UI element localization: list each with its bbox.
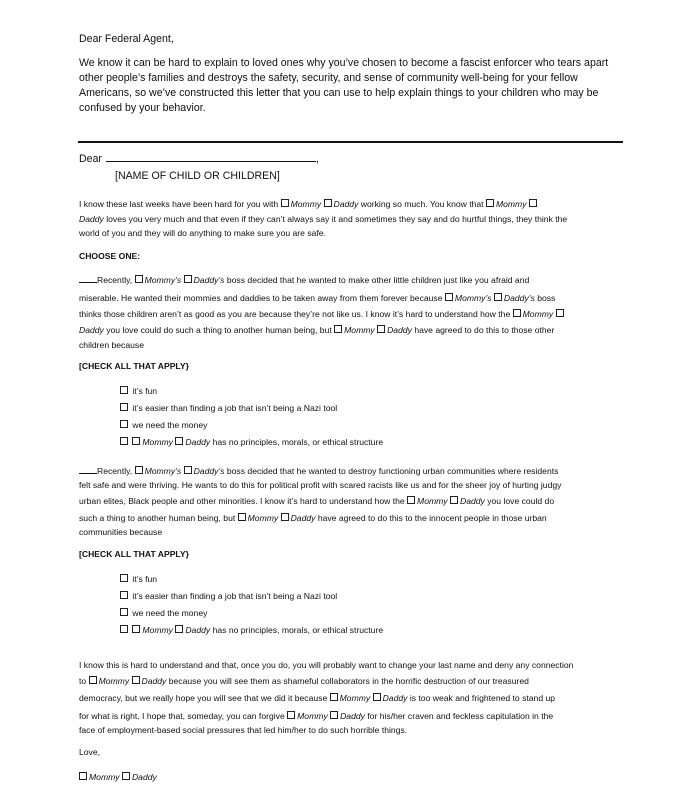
- mommy-label: Mommy: [417, 496, 448, 506]
- mommys-label: Mommy’s: [454, 293, 492, 303]
- checkbox-icon[interactable]: [373, 693, 381, 701]
- greeting: Dear Federal Agent,: [79, 33, 174, 45]
- closing-line-2: [79, 673, 529, 689]
- intro-line-4: confused by your behavior.: [79, 102, 206, 114]
- checkbox-icon[interactable]: [486, 199, 494, 207]
- reason-label: has no principles, morals, or ethical structure: [212, 625, 384, 635]
- reason-label: it’s fun: [132, 574, 158, 584]
- mommys-label: Mommy’s: [144, 466, 182, 476]
- daddy-label: Daddy: [340, 711, 365, 721]
- mommy-label: Mommy: [495, 199, 527, 209]
- name-blank[interactable]: [106, 152, 316, 162]
- opt1-line-2: [79, 290, 555, 306]
- p1-text-c: loves you very much and that even if they can’t always say it and sometimes they say and do hurtful things, they think the: [106, 214, 568, 224]
- opt1-line-3: [79, 306, 566, 322]
- dear-line: [79, 152, 319, 165]
- daddy-label: Daddy: [185, 625, 211, 635]
- checkbox-icon[interactable]: [238, 513, 246, 521]
- daddy-label: Daddy: [387, 325, 412, 335]
- check-all-heading: [CHECK ALL THAT APPLY}: [79, 361, 189, 371]
- daddy-label: Daddy: [79, 214, 104, 224]
- opt1-text-2b: boss: [537, 293, 556, 303]
- mommy-label: Mommy: [142, 437, 173, 447]
- opt1-text-2a: miserable. He wanted their mommies and daddies to be taken away from them forever because: [79, 293, 443, 303]
- checkbox-icon[interactable]: [445, 293, 453, 301]
- checkbox-icon[interactable]: [122, 772, 130, 780]
- opt2-line-5: communities because: [79, 527, 163, 537]
- mommy-label: Mommy: [339, 693, 371, 703]
- divider-rule: [78, 141, 623, 143]
- p1-line-3: world of you and they will do anything to make sure you are safe.: [79, 228, 326, 238]
- opt2-text-3a: urban elites, Black people and other minorities. I know it’s hard to understand how the: [79, 496, 405, 506]
- choice-blank-2[interactable]: [79, 466, 97, 474]
- checkbox-icon[interactable]: [450, 496, 458, 504]
- closing-text-3a: democracy, but we really hope you will see that we did it because: [79, 693, 328, 703]
- checkbox-icon[interactable]: [132, 625, 140, 633]
- daddy-label: Daddy: [141, 676, 167, 686]
- opt2-text-3b: you love could do: [487, 496, 555, 506]
- checkbox-icon[interactable]: [120, 625, 128, 633]
- mommy-label: Mommy: [297, 711, 328, 721]
- checkbox-icon[interactable]: [132, 437, 140, 445]
- intro-line-3: Americans, so we’ve constructed this letter that you can use to help explain things to your children who may be: [79, 87, 599, 99]
- checkbox-icon[interactable]: [287, 711, 295, 719]
- checkbox-icon[interactable]: [135, 466, 143, 474]
- checkbox-icon[interactable]: [513, 309, 521, 317]
- opt1-line-4: [79, 322, 554, 338]
- mommy-label: Mommy: [290, 199, 322, 209]
- reason-label: it’s easier than finding a job that isn’t being a Nazi tool: [132, 591, 338, 601]
- mommy-label: Mommy: [142, 625, 173, 635]
- checkbox-icon[interactable]: [175, 437, 183, 445]
- opt2-text-1b: boss decided that he wanted to destroy functioning urban communities where residents: [226, 466, 559, 476]
- daddy-label: Daddy: [290, 513, 316, 523]
- reason-label: it’s easier than finding a job that isn’t being a Nazi tool: [132, 403, 338, 413]
- reason-item: [120, 605, 207, 621]
- reason-item: [120, 434, 383, 450]
- daddy-label: Daddy: [459, 496, 485, 506]
- reason-item: [120, 400, 337, 416]
- opt1-text-1b: boss decided that he wanted to make other little children just like you afraid and: [226, 275, 530, 285]
- opt1-line-1: [79, 272, 529, 288]
- daddy-label: Daddy: [333, 199, 359, 209]
- checkbox-icon[interactable]: [175, 625, 183, 633]
- checkbox-icon[interactable]: [330, 711, 338, 719]
- closing-text-3b: is too weak and frightened to stand up: [409, 693, 556, 703]
- choose-one-heading: CHOOSE ONE:: [79, 251, 141, 261]
- checkbox-icon[interactable]: [120, 574, 128, 582]
- opt2-line-2: felt safe and were thriving. He wants to do this for political profit with scared racists like us and for the sheer joy of hurting judgy: [79, 480, 562, 490]
- checkbox-icon[interactable]: [79, 772, 87, 780]
- mommy-label: Mommy: [98, 676, 130, 686]
- checkbox-icon[interactable]: [281, 199, 289, 207]
- daddy-label: Daddy: [185, 437, 211, 447]
- dear-comma: ,: [315, 153, 319, 165]
- checkbox-icon[interactable]: [120, 608, 128, 616]
- daddy-label: Daddy: [79, 325, 104, 335]
- checkbox-icon[interactable]: [120, 437, 128, 445]
- opt1-text-3a: thinks those children aren’t as good as you are because they’re not like us. I know it’s hard to understand how the: [79, 309, 511, 319]
- checkbox-icon[interactable]: [334, 325, 342, 333]
- mommy-label: Mommy: [522, 309, 554, 319]
- daddy-label: Daddy: [131, 772, 157, 782]
- checkbox-icon[interactable]: [184, 466, 192, 474]
- closing-line-3: [79, 690, 555, 706]
- opt2-line-3: [79, 493, 554, 509]
- dear-label: Dear: [79, 153, 102, 165]
- checkbox-icon[interactable]: [407, 496, 415, 504]
- daddys-label: Daddy’s: [193, 275, 225, 285]
- daddys-label: Daddy’s: [193, 466, 225, 476]
- p1-text-b: working so much. You know that: [360, 199, 484, 209]
- mommy-label: Mommy: [247, 513, 279, 523]
- daddys-label: Daddy’s: [503, 293, 535, 303]
- reason-label: we need the money: [132, 420, 208, 430]
- checkbox-icon[interactable]: [377, 325, 385, 333]
- mommy-label: Mommy: [344, 325, 375, 335]
- reason-item: [120, 383, 157, 399]
- checkbox-icon[interactable]: [494, 293, 502, 301]
- closing-text-4b: for his/her craven and feckless capitulation in the: [367, 711, 554, 721]
- p1-text-a: I know these last weeks have been hard for you with: [79, 199, 279, 209]
- reason-item: [120, 571, 157, 587]
- daddy-label: Daddy: [382, 693, 408, 703]
- checkbox-icon[interactable]: [184, 275, 192, 283]
- mommy-label: Mommy: [89, 772, 120, 782]
- checkbox-icon[interactable]: [132, 676, 140, 684]
- checkbox-icon[interactable]: [556, 309, 564, 317]
- checkbox-icon[interactable]: [529, 199, 537, 207]
- opt1-recently: Recently,: [97, 275, 133, 285]
- checkbox-icon[interactable]: [89, 676, 97, 684]
- checkbox-icon[interactable]: [281, 513, 289, 521]
- opt2-text-4a: such a thing to another human being, but: [79, 513, 236, 523]
- reason-item: [120, 622, 383, 638]
- checkbox-icon[interactable]: [330, 693, 338, 701]
- opt1-line-5: children because: [79, 340, 144, 350]
- intro-line-2: other people’s families and destroys the safety, security, and sense of community well-being for your fellow: [79, 72, 578, 84]
- reason-label: we need the money: [132, 608, 208, 618]
- choice-blank-1[interactable]: [79, 275, 97, 283]
- check-all-heading: [CHECK ALL THAT APPLY}: [79, 549, 189, 559]
- checkbox-icon[interactable]: [120, 403, 128, 411]
- p1-line-1: [79, 196, 539, 212]
- closing-text-4a: for what is right. I hope that, someday, you can forgive: [79, 711, 285, 721]
- checkbox-icon[interactable]: [120, 591, 128, 599]
- checkbox-icon[interactable]: [120, 420, 128, 428]
- checkbox-icon[interactable]: [135, 275, 143, 283]
- checkbox-icon[interactable]: [324, 199, 332, 207]
- closing-text-2b: because you will see them as shameful collaborators in the horrific destruction of our treasured: [168, 676, 529, 686]
- love-signoff: Love,: [79, 747, 101, 757]
- closing-line-1: I know this is hard to understand and that, once you do, you will probably want to change your last name and deny any connection: [79, 660, 574, 670]
- closing-text-2a: to: [79, 676, 87, 686]
- intro-line-1: We know it can be hard to explain to loved ones why you’ve chosen to become a fascist enforcer who tears apart: [79, 57, 609, 69]
- opt2-recently: Recently,: [97, 466, 133, 476]
- reason-item: [120, 417, 207, 433]
- signature-line: [79, 769, 157, 785]
- reason-label: it’s fun: [132, 386, 158, 396]
- closing-line-5: face of employment-based social pressures that led him/her to do such horrible things.: [79, 725, 408, 735]
- opt2-text-4b: have agreed to do this to the innocent people in those urban: [317, 513, 547, 523]
- checkbox-icon[interactable]: [120, 386, 128, 394]
- opt1-text-4b: have agreed to do this to those other: [414, 325, 555, 335]
- mommys-label: Mommy’s: [144, 275, 182, 285]
- name-placeholder: [NAME OF CHILD OR CHILDREN]: [115, 170, 280, 182]
- reason-item: [120, 588, 337, 604]
- opt1-text-4a: you love could do such a thing to another human being, but: [106, 325, 332, 335]
- reason-label: has no principles, morals, or ethical structure: [212, 437, 384, 447]
